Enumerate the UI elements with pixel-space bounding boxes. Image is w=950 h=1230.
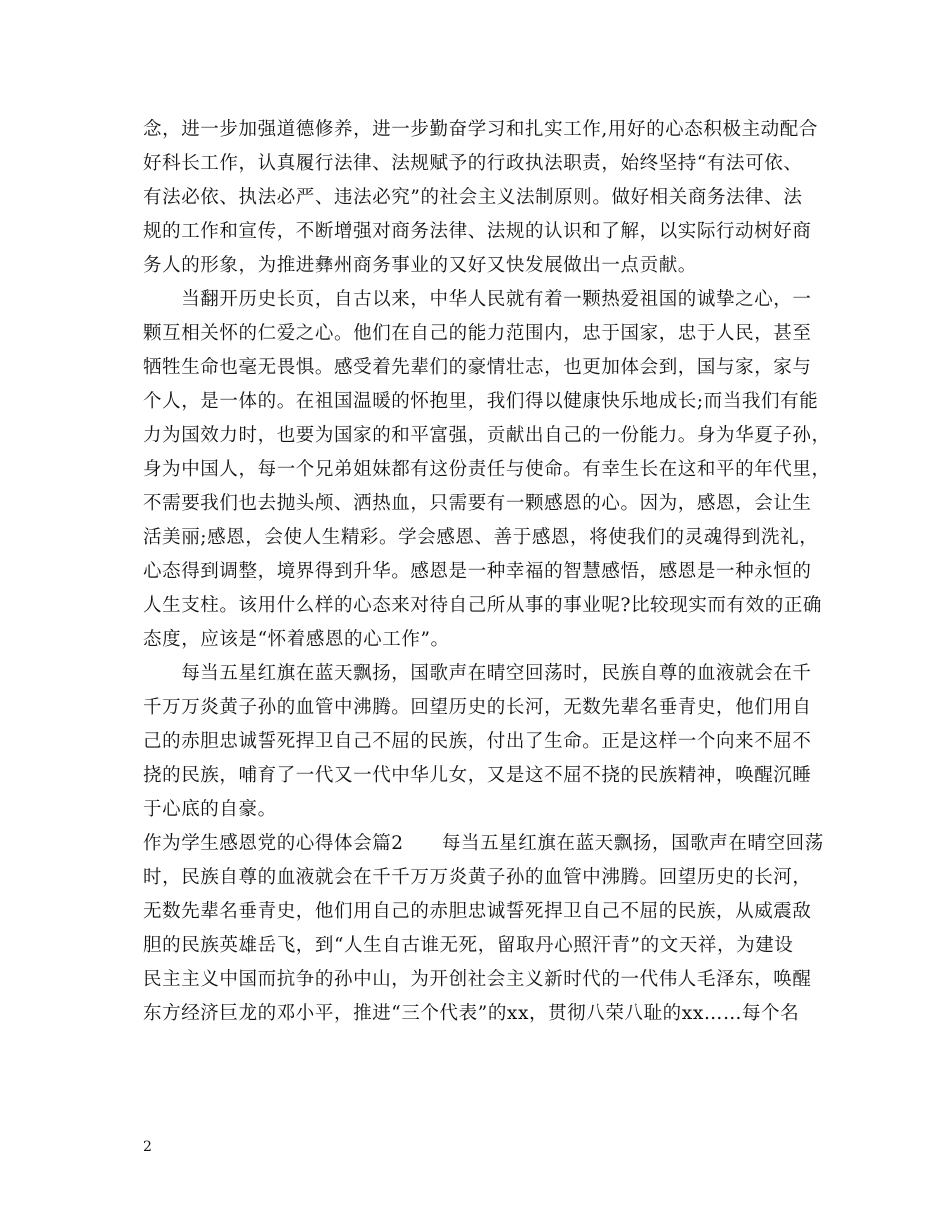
text-line: 千万万炎黄子孙的血管中沸腾。回望历史的长河，无数先辈名垂青史，他们用自 bbox=[143, 697, 812, 718]
text-line: 人生支柱。该用什么样的心态来对待自己所从事的事业呢?比较现实而有效的正确 bbox=[143, 595, 823, 616]
text-line: 心态得到调整，境界得到升华。感恩是一种幸福的智慧感悟，感恩是一种永恒的 bbox=[143, 561, 812, 582]
text-line: 力为国效力时，也要为国家的和平富强，贡献出自己的一份能力。身为华夏子孙， bbox=[143, 425, 831, 446]
text-line: 胆的民族英雄岳飞，到“人生自古谁无死，留取丹心照汗青”的文天祥，为建设 bbox=[143, 935, 794, 956]
text-line: 身为中国人，每一个兄弟姐妹都有这份责任与使命。有幸生长在这和平的年代里， bbox=[143, 459, 831, 480]
text-line: 挠的民族，哺育了一代又一代中华儿女，又是这不屈不挠的民族精神，唤醒沉睡 bbox=[143, 765, 812, 786]
text-line: 务人的形象，为推进彝州商务事业的又好又快发展做出一点贡献。 bbox=[143, 255, 697, 276]
text-line: 个人，是一体的。在祖国温暖的怀抱里，我们得以健康快乐地成长;而当我们有能 bbox=[143, 391, 819, 412]
text-line: 作为学生感恩党的心得体会篇2 每当五星红旗在蓝天飘扬，国歌声在晴空回荡 bbox=[143, 833, 824, 854]
text-line: 己的赤胆忠诚誓死捍卫自己不屈的民族，付出了生命。正是这样一个向来不屈不 bbox=[143, 731, 812, 752]
text-line: 颗互相关怀的仁爱之心。他们在自己的能力范围内，忠于国家，忠于人民，甚至 bbox=[143, 323, 812, 344]
text-line: 东方经济巨龙的邓小平，推进“三个代表”的xx，贯彻八荣八耻的xx……每个名 bbox=[143, 1003, 800, 1024]
text-line: 牺牲生命也毫无畏惧。感受着先辈们的豪情壮志，也更加体会到，国与家，家与 bbox=[143, 357, 812, 378]
text-line: 态度，应该是“怀着感恩的心工作”。 bbox=[143, 629, 450, 650]
text-line: 念，进一步加强道德修养，进一步勤奋学习和扎实工作,用好的心态积极主动配合 bbox=[143, 119, 818, 140]
text-line: 每当五星红旗在蓝天飘扬，国歌声在晴空回荡时，民族自尊的血液就会在千 bbox=[143, 663, 812, 684]
page-number: 2 bbox=[143, 1139, 152, 1155]
text-line: 有法必依、执法必严、违法必究”的社会主义法制原则。做好相关商务法律、法 bbox=[143, 187, 803, 208]
text-line: 当翻开历史长页，自古以来，中华人民就有着一颗热爱祖国的诚挚之心，一 bbox=[143, 289, 812, 310]
text-line: 无数先辈名垂青史，他们用自己的赤胆忠诚誓死捍卫自己不屈的民族，从威震敌 bbox=[143, 901, 812, 922]
text-line: 好科长工作，认真履行法律、法规赋予的行政执法职责，始终坚持“有法可依、 bbox=[143, 153, 803, 174]
text-line: 不需要我们也去抛头颅、洒热血，只需要有一颗感恩的心。因为，感恩，会让生 bbox=[143, 493, 812, 514]
text-line: 于心底的自豪。 bbox=[143, 799, 277, 820]
text-line: 民主主义中国而抗争的孙中山，为开创社会主义新时代的一代伟人毛泽东，唤醒 bbox=[143, 969, 812, 990]
text-line: 时，民族自尊的血液就会在千千万万炎黄子孙的血管中沸腾。回望历史的长河， bbox=[143, 867, 812, 888]
text-line: 规的工作和宣传，不断增强对商务法律、法规的认识和了解，以实际行动树好商 bbox=[143, 221, 812, 242]
text-line: 活美丽;感恩，会使人生精彩。学会感恩、善于感恩，将使我们的灵魂得到洗礼， bbox=[143, 527, 819, 548]
